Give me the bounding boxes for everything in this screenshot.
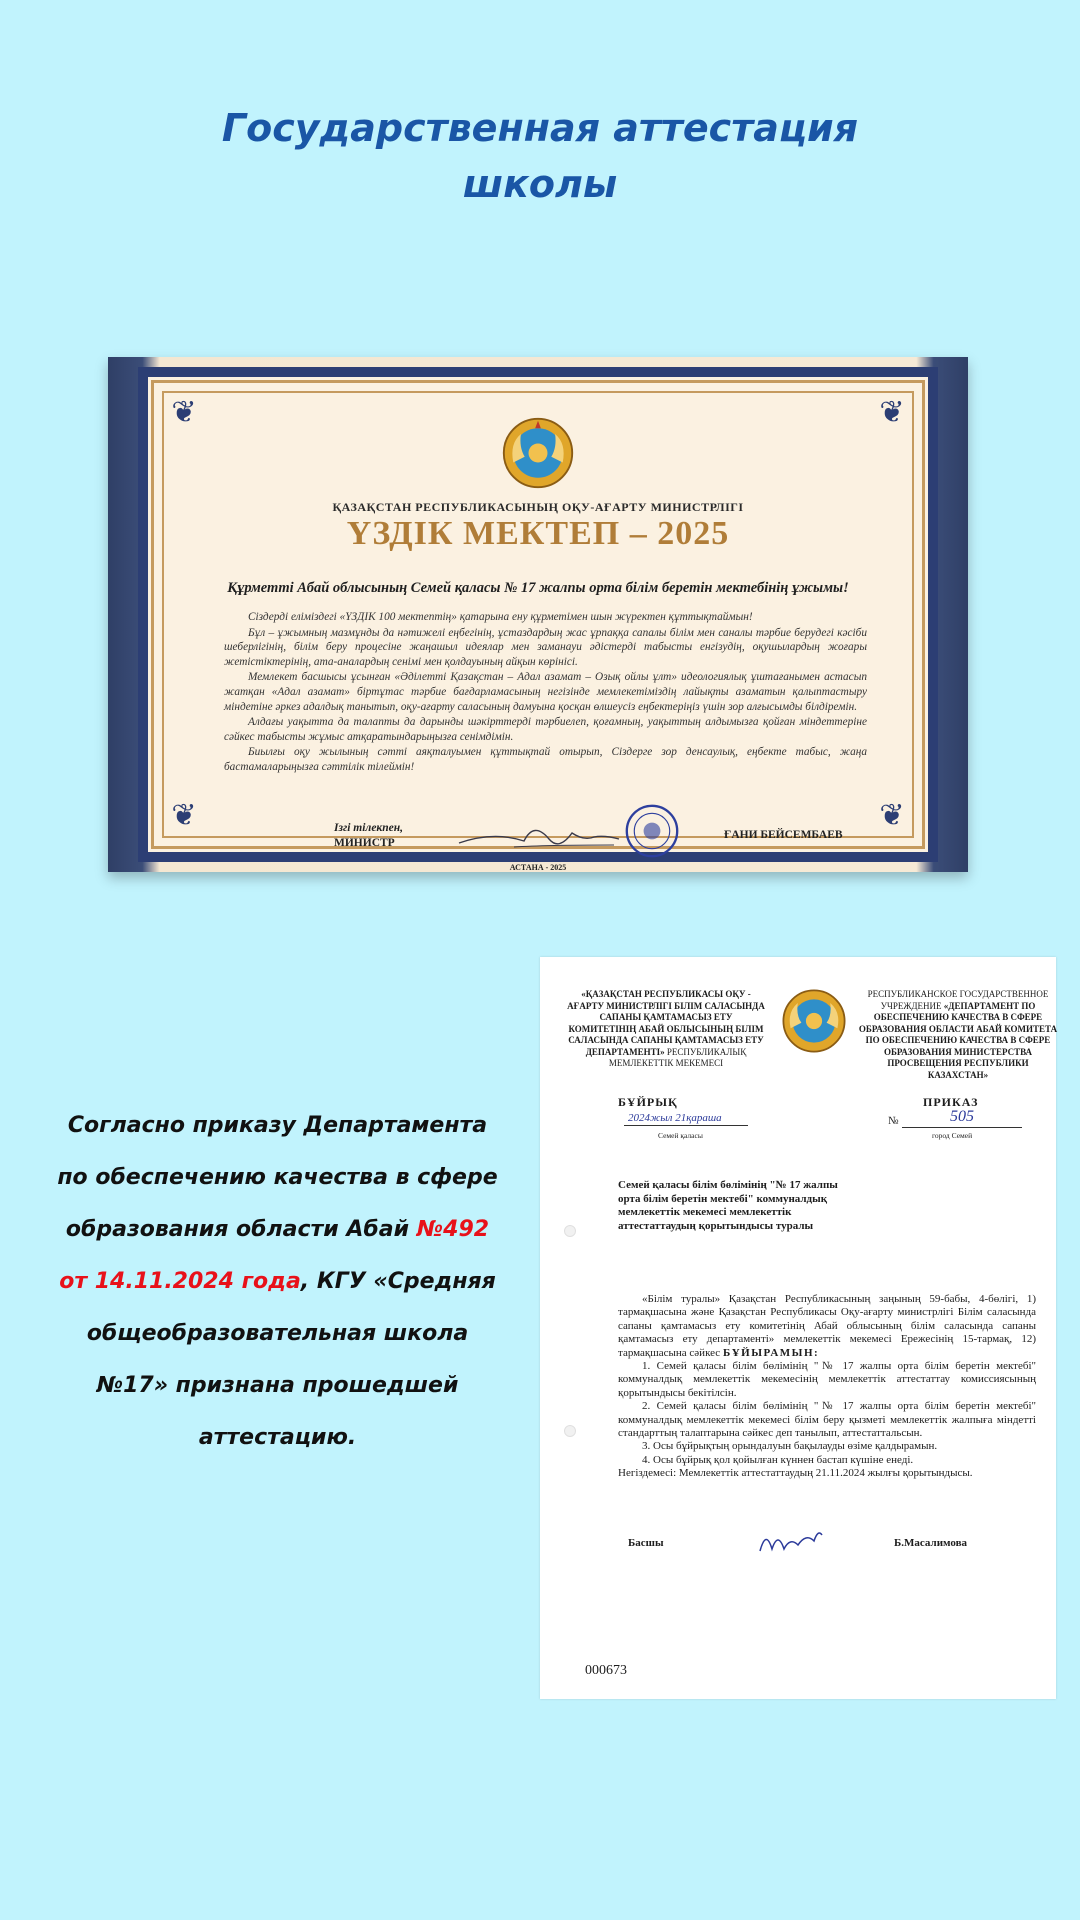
decree-order-number: №492: [416, 1217, 490, 1242]
order-body: [618, 1293, 1036, 1481]
page-title-line1: Государственная аттестация: [221, 106, 859, 150]
decree-text-a: Согласно приказу Департамента по обеспечению качества в сфере образования области Абай: [57, 1113, 498, 1242]
order-number-label: №: [888, 1115, 899, 1127]
order-label-russian: ПРИКАЗ: [923, 1095, 979, 1109]
decree-text-b: , КГУ «Средняя общеобразовательная школа №17» признана прошедшей аттестацию.: [86, 1269, 496, 1450]
org-kz-normal: РЕСПУБЛИКАЛЫҚ МЕМЛЕКЕТТІК МЕКЕМЕСІ: [608, 1046, 747, 1068]
order-serial-number: 000673: [585, 1663, 627, 1678]
state-emblem-icon: [500, 415, 576, 491]
certificate-signatory: [334, 821, 403, 851]
certificate-frame: [138, 367, 938, 872]
signature-icon: [756, 1523, 826, 1559]
order-head-name: Б.Масалимова: [894, 1537, 968, 1549]
official-seal-icon: [624, 803, 680, 859]
sign-role: МИНИСТР: [334, 837, 395, 849]
certificate-paragraph: Алдағы уақытта да талапты да дарынды шәкірттерді тәрбиелеп, қоғамның, уақыттың алдымызға қойған міндеттеріне сәйкес табысты жұмыс атқаратындарыңызға сенімдімін.: [224, 716, 867, 743]
order-document-image: [540, 957, 1056, 1699]
certificate-body: [224, 610, 867, 776]
org-name-kazakh: [566, 989, 766, 1070]
decree-text: [50, 1100, 505, 1464]
decree-order-date: от 14.11.2024 года: [59, 1269, 301, 1294]
order-city-russian: город Семей: [932, 1131, 973, 1140]
order-preamble-text: «Білім туралы» Қазақстан Республикасының заңының 59-бабы, 4-бөлігі, 1) тармақшасына және Қазақстан Республикасы Оқу-ағарту министрлігі Білім саласында сапаны қамтамасыз ету комитетінің Абай облысының білім саласында сапаны қамтамасыз ету департаменті» мемлекеттік мекемесі Ережесінің 15-тармақ, 12) тармақшасына сәйкес: [618, 1293, 1036, 1359]
ornament-corner-icon: ❦: [171, 395, 197, 430]
org-kz-bold: «ҚАЗАҚСТАН РЕСПУБЛИКАСЫ ОҚУ - АҒАРТУ МИНИСТРЛІГІ БІЛІМ САЛАСЫНДА САПАНЫ ҚАМТАМАСЫЗ ЕТУ КОМИТЕТІНІҢ АБАЙ ОБЛЫСЫНЫҢ БІЛІМ САЛАСЫНДА САПАНЫ ҚАМТАМАСЫЗ ЕТУ ДЕПАРТАМЕНТІ»: [567, 989, 765, 1057]
certificate-paragraph: Бұл – ұжымның мазмұнды да нәтижелі еңбегінің, ұстаздардың жас ұрпаққа сапалы білім мен саналы тәрбие берудегі кәсіби шеберлігінің, білім беру процесіне жаңашыл идеялар мен заманауи әдістерді табысты енгізудің, оқушылардың жоғары жетістіктерінің, ата-аналардың сенімі мен қолдауының айқын көрінісі.: [224, 626, 867, 668]
certificate-image: [108, 357, 968, 872]
ornament-corner-icon: ❦: [879, 395, 905, 430]
order-item: 3. Осы бұйрықтың орындалуын бақылауды өзіме қалдырамын.: [642, 1440, 938, 1453]
org-name-russian: [858, 989, 1058, 1081]
certificate-address: Құрметті Абай облысының Семей қаласы № 17 жалпы орта білім беретін мектебінің ұжымы!: [227, 580, 849, 596]
order-item: 4. Осы бұйрық қол қойылған күннен бастап күшіне енеді.: [642, 1453, 914, 1466]
punch-hole-icon: [564, 1225, 576, 1237]
order-preamble: [618, 1293, 1036, 1360]
order-basis: Негіздемесі: Мемлекеттік аттестаттаудың 21.11.2024 жылғы қорытындысы.: [618, 1467, 973, 1480]
order-label-kazakh: БҰЙРЫҚ: [618, 1095, 678, 1109]
page-title-line2: школы: [462, 162, 618, 206]
org-ru-bold: «ДЕПАРТАМЕНТ ПО ОБЕСПЕЧЕНИЮ КАЧЕСТВА В СФЕРЕ ОБРАЗОВАНИЯ ОБЛАСТИ АБАЙ КОМИТЕТА ПО ОБЕСПЕЧЕНИЮ КАЧЕСТВА В СФЕРЕ ОБРАЗОВАНИЯ МИНИСТЕРСТВА ПРОСВЕЩЕНИЯ РЕСПУБЛИКИ КАЗАХСТАН»: [858, 1000, 1058, 1080]
signature-icon: [454, 811, 624, 861]
certificate-paragraph: Мемлекет басшысы ұсынған «Әділетті Қазақстан – Адал азамат – Озық ойлы ұлт» идеологиялық ұштағанымен астасып жатқан «Адал азамат» біртұтас тәрбие бағдарламасының негізінде мемлекетіміздің лайықты азаматын қалыптастыру міндетіне әркез адалдық танытып, оқу-ағарту саласының дамуына қосқан өлшеусіз еңбектеріңіз үшін зор алғысымды білдіремін.: [224, 671, 867, 713]
certificate-inner-border: [162, 391, 914, 872]
sign-greeting: Ізгі тілекпен,: [334, 822, 404, 834]
order-item: 1. Семей қаласы білім бөлімінің "№ 17 жалпы орта білім беретін мектебі" коммуналдық мемлекеттік мекемесінің мемлекеттік аттестаттау комиссиясының қорытындысы бекітілсін.: [618, 1360, 1036, 1399]
page-title: [0, 100, 1080, 212]
certificate-city-year: АСТАНА - 2025: [509, 863, 567, 872]
state-emblem-icon: [778, 985, 850, 1057]
certificate-title: ҮЗДІК МЕКТЕП – 2025: [346, 515, 730, 552]
order-head-label: Басшы: [628, 1537, 664, 1549]
ornament-corner-icon: ❦: [171, 798, 197, 833]
certificate-paragraph: Сіздерді еліміздегі «ҮЗДІК 100 мектептің» қатарына ену құрметімен шын жүректен құттықтаймын!: [248, 611, 753, 623]
order-subject: Семей қаласы білім бөлімінің "№ 17 жалпы орта білім беретін мектебі" коммуналдық мемлекеттік мекемесі мемлекеттік аттестаттаудың қорытындысы туралы: [618, 1179, 838, 1232]
sign-name: ҒАНИ БЕЙСЕМБАЕВ: [724, 829, 843, 841]
order-date-handwritten: 2024жыл 21қарашa: [624, 1111, 748, 1126]
order-number-handwritten: 505: [902, 1107, 1022, 1128]
org-ru-normal: РЕСПУБЛИКАНСКОЕ ГОСУДАРСТВЕННОЕ УЧРЕЖДЕНИЕ: [867, 989, 1049, 1011]
certificate-ministry: ҚАЗАҚСТАН РЕСПУБЛИКАСЫНЫҢ ОҚУ-АҒАРТУ МИНИСТРЛІГІ: [332, 500, 744, 514]
certificate-paragraph: Биылғы оқу жылының сәтті аяқталуымен құттықтай отырып, Сіздерге зор денсаулық, еңбекте табыс, жаңа бастамаларыңызға сәттілік тілеймін!: [224, 746, 867, 773]
order-city-kazakh: Семей қаласы: [658, 1131, 703, 1140]
order-preamble-bold: БҰЙЫРАМЫН:: [722, 1346, 820, 1359]
order-item: 2. Семей қаласы білім бөлімінің "№ 17 жалпы орта білім беретін мектебі" коммуналдық мемлекеттік мекемесі білім беру қызметі мемлекеттік жалпыға міндетті стандарттың талаптарына сәйкес деп танылып, аттестаттальсын.: [618, 1400, 1036, 1440]
punch-hole-icon: [564, 1425, 576, 1437]
ornament-corner-icon: ❦: [879, 798, 905, 833]
